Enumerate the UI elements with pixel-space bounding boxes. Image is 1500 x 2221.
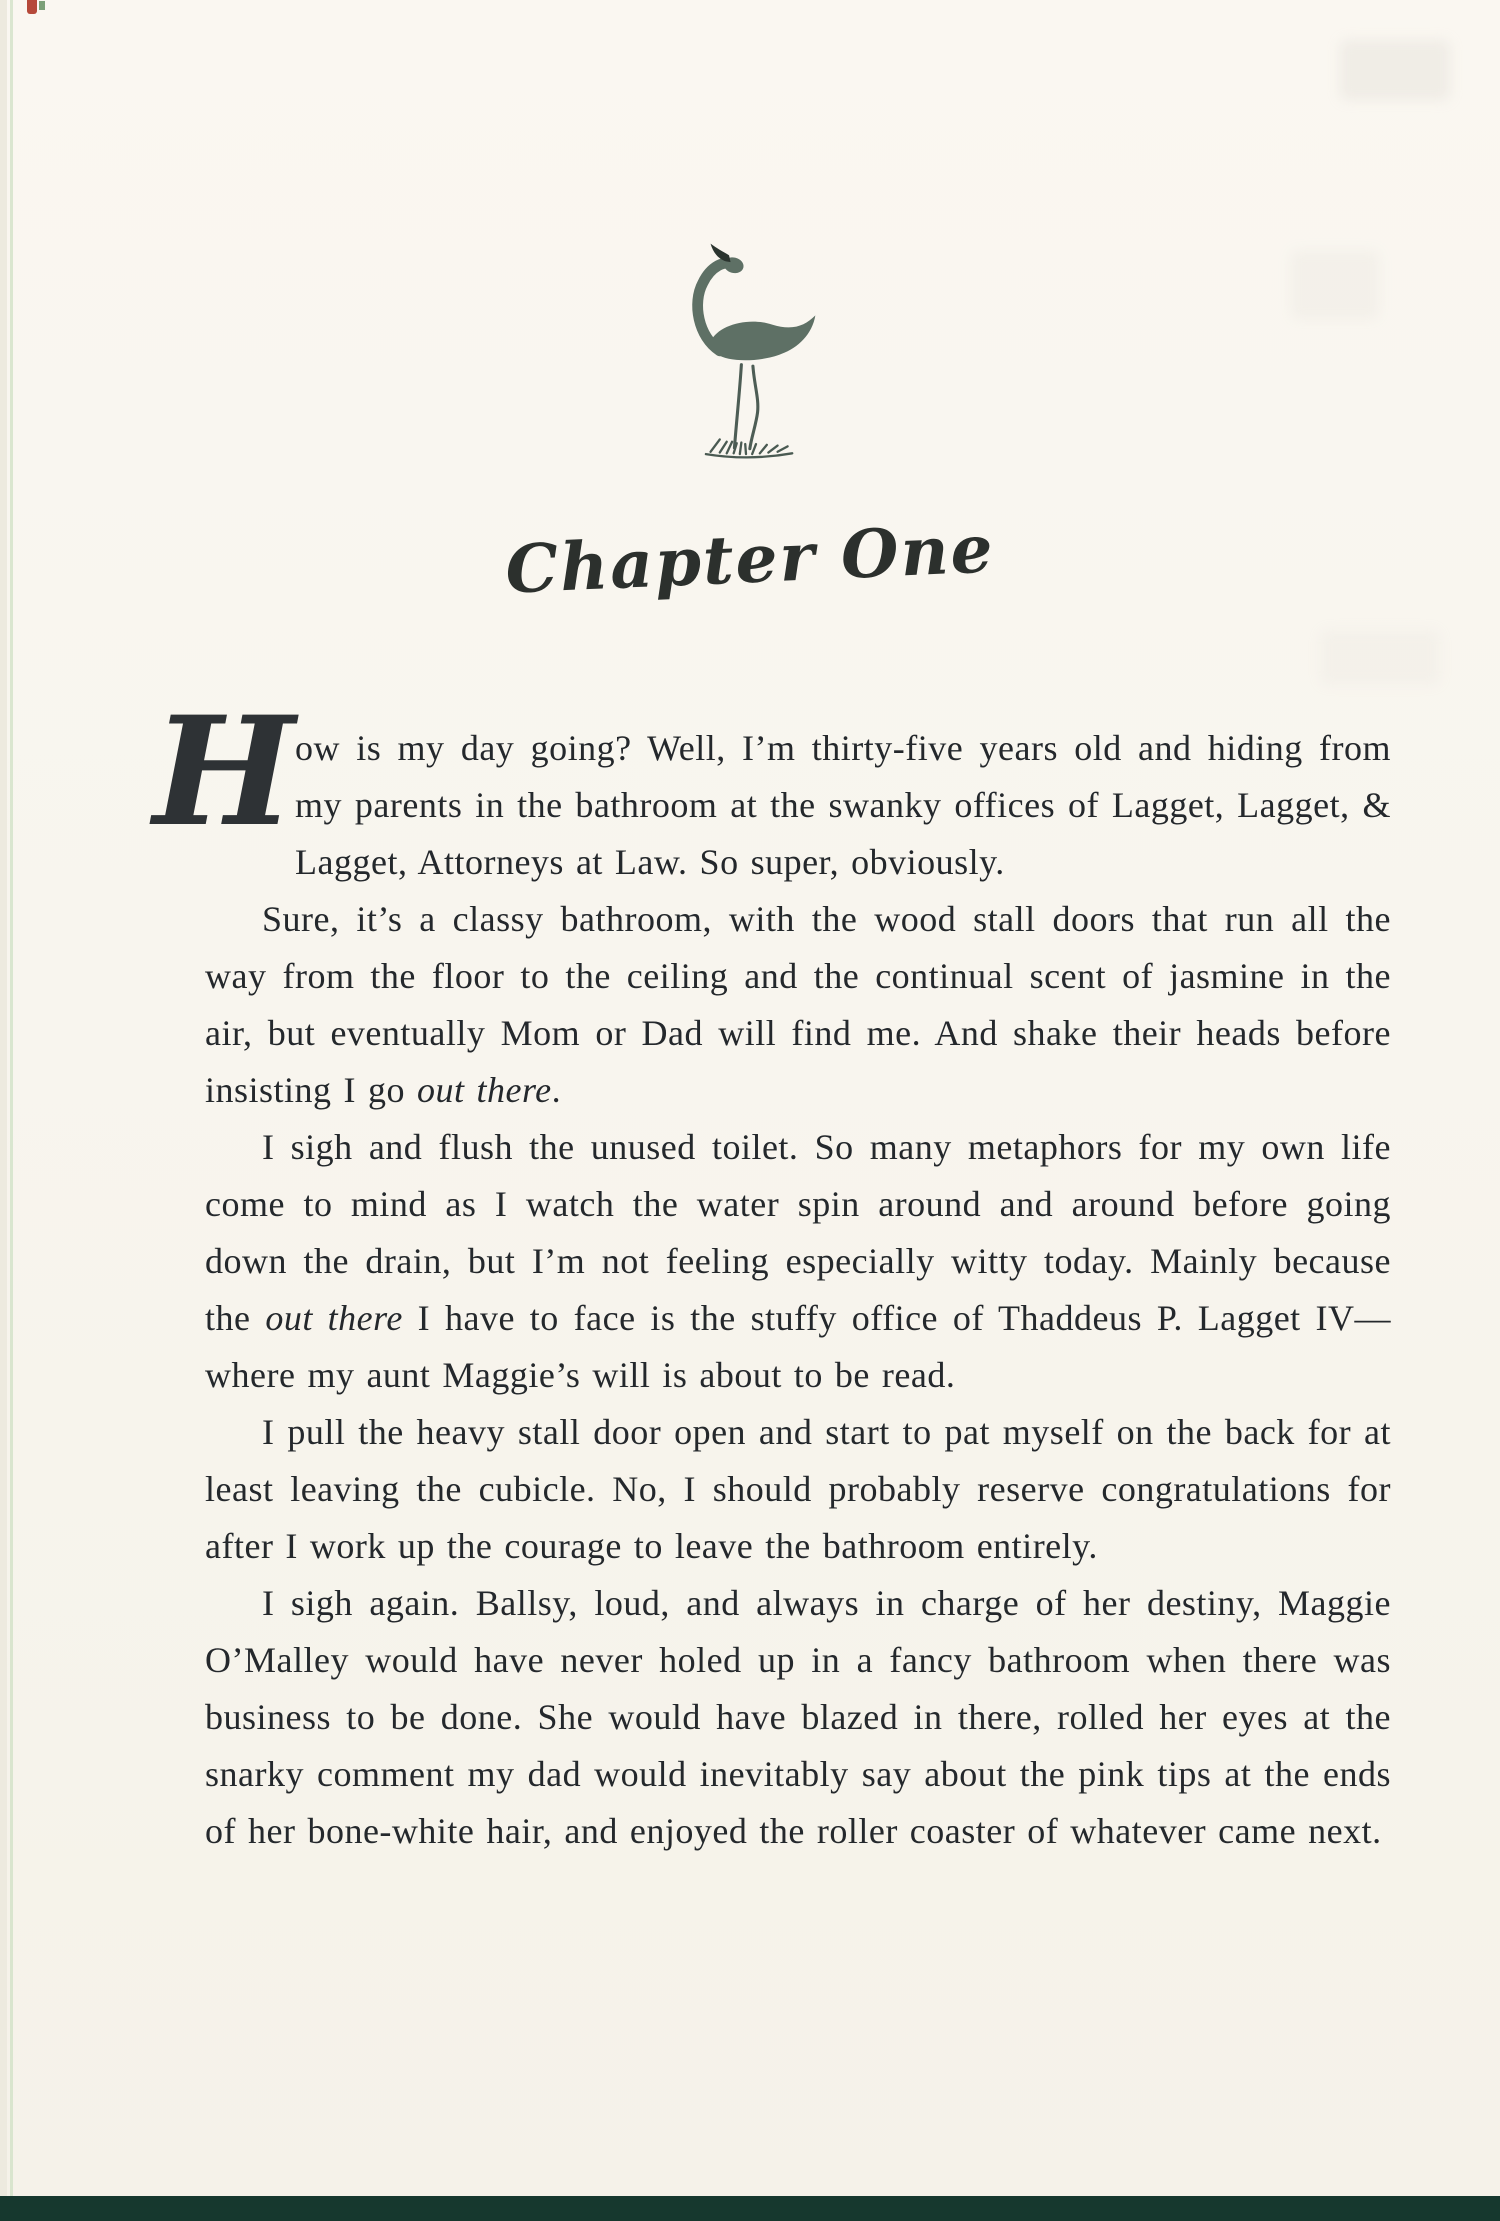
paragraph: [205, 1404, 1391, 1575]
drop-cap: H: [153, 684, 296, 860]
text-run: I sigh and flush the unused toilet. So many metaphors for my own life come to mind as I watch the water spin around and around before going down the drain, but I’m not feeling especially witty today. Mainly because the: [205, 1127, 1391, 1338]
italic-text: out there: [265, 1298, 403, 1338]
chapter-title: Chapter One: [503, 509, 997, 609]
page-edge-shade: [0, 0, 7, 2221]
paragraph: [205, 1575, 1391, 1860]
text-run: .: [551, 1070, 562, 1110]
text-run: ow is my day going? Well, I’m thirty-five years old and hiding from my parents in the bathroom at the swanky offices of Lagget, Lagget, & Lagget, Attorneys at Law. So super, obviously.: [295, 728, 1391, 882]
scan-mark-green: [39, 1, 45, 10]
text-run: I have to face is the stuffy office of Thaddeus P. Lagget IV—where my aunt Maggie’s will is about to be read.: [205, 1298, 1392, 1395]
text-run: I sigh again. Ballsy, loud, and always in charge of her destiny, Maggie O’Malley would have never holed up in a fancy bathroom when there was business to be done. She would have blazed in there, rolled her eyes at the snarky comment my dad would inevitably say about the pink tips at the ends of her bone-white hair, and enjoyed the roller coaster of whatever came next.: [205, 1583, 1391, 1851]
scan-smudge: [1320, 630, 1440, 685]
scan-mark-red: [27, 0, 37, 14]
body-text: [153, 684, 1392, 1860]
paragraph: [205, 891, 1391, 1119]
page-edge-line: [10, 0, 13, 2221]
text-run: Sure, it’s a classy bathroom, with the wood stall doors that run all the way from the floor to the ceiling and the continual scent of jasmine in the air, but eventually Mom or Dad will find me. And shake their heads before insisting I go: [205, 899, 1391, 1110]
paragraph: [153, 684, 1391, 891]
italic-text: out there: [417, 1070, 552, 1110]
bottom-scan-bar: [0, 2196, 1500, 2221]
scan-smudge: [1340, 40, 1450, 100]
paragraph: [205, 1119, 1391, 1404]
text-run: I pull the heavy stall door open and start to pat myself on the back for at least leaving the cubicle. No, I should probably reserve congratulations for after I work up the courage to leave the bathroom entirely.: [205, 1412, 1391, 1566]
scan-smudge: [1290, 250, 1380, 320]
flamingo-icon: [652, 215, 837, 470]
